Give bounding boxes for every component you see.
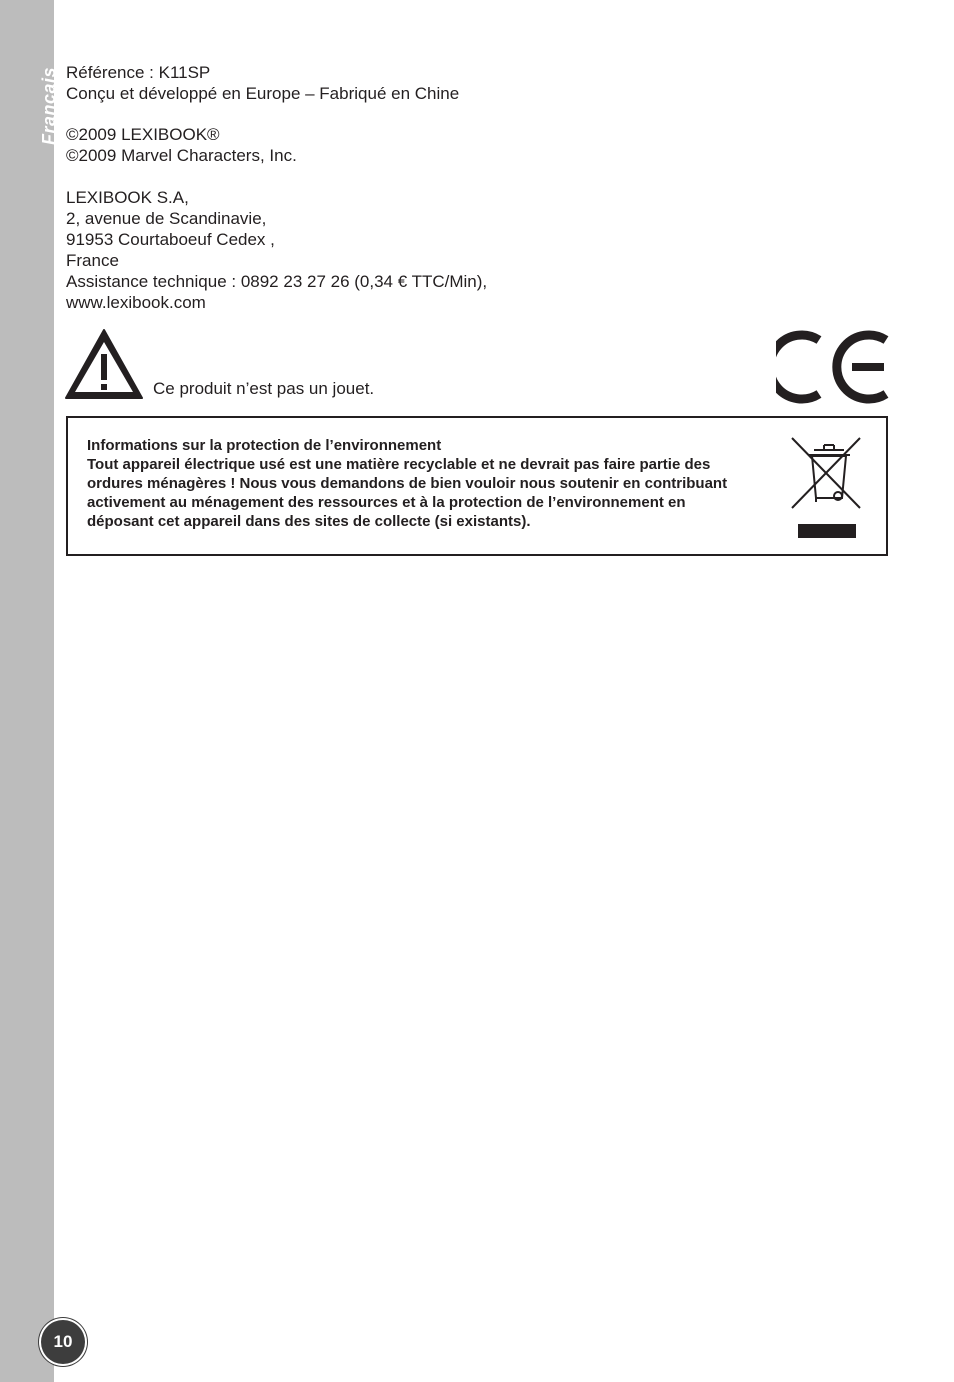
environment-body: [87, 455, 727, 531]
product-origin: Conçu et développé en Europe – Fabriqué en Chine: [66, 84, 460, 103]
copyright-line: ©2009 Marvel Characters, Inc.: [66, 146, 297, 165]
address-city: 91953 Courtaboeuf Cedex ,: [66, 230, 275, 249]
company-name: LEXIBOOK S.A,: [66, 188, 189, 207]
environment-title: Informations sur la protection de l’environnement: [87, 437, 442, 454]
crossed-out-bin-icon: [790, 436, 868, 542]
environment-line: ordures ménagères ! Nous vous demandons de bien vouloir nous soutenir en contribuant: [87, 475, 728, 492]
website: www.lexibook.com: [66, 293, 206, 312]
environment-line: Tout appareil électrique usé est une matière recyclable et ne devrait pas faire partie des: [87, 456, 711, 473]
ce-mark-icon: [776, 326, 890, 408]
copyright-block: [66, 124, 297, 166]
product-info: [66, 62, 459, 104]
address-country: France: [66, 251, 119, 270]
support-phone: Assistance technique : 0892 23 27 26 (0,34 € TTC/Min),: [66, 272, 488, 291]
warning-triangle-icon: [64, 328, 144, 400]
address-street: 2, avenue de Scandinavie,: [66, 209, 267, 228]
not-a-toy-warning: Ce produit n’est pas un jouet.: [153, 379, 375, 398]
environment-line: activement au ménagement des ressources et à la protection de l’environnement en: [87, 494, 686, 511]
language-label: Français: [39, 66, 59, 146]
environment-notice: [66, 416, 888, 556]
page-number: 10: [41, 1320, 85, 1364]
product-reference: Référence : K11SP: [66, 63, 211, 82]
company-address: [66, 187, 487, 313]
language-sidebar: [0, 0, 59, 1382]
environment-line: déposant cet appareil dans des sites de collecte (si existants).: [87, 513, 531, 530]
copyright-line: ©2009 LEXIBOOK®: [66, 125, 220, 144]
